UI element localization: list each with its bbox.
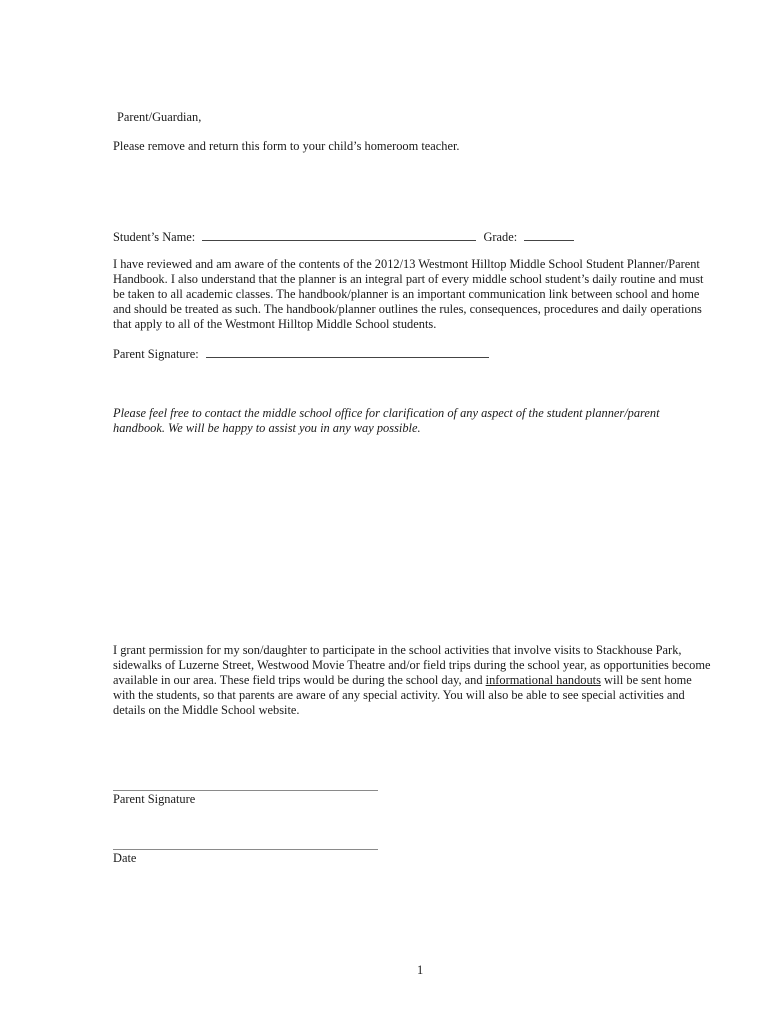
permission-text: available in our area. These field trips would be during the school day, and (113, 673, 486, 687)
permission-line: sidewalks of Luzerne Street, Westwood Movie Theatre and/or field trips during the school year, as opportunities become (113, 658, 711, 672)
permission-text: will be sent home (600, 673, 692, 687)
parent-signature-field[interactable] (206, 346, 489, 358)
acknowledgement-paragraph (113, 257, 703, 332)
page-number: 1 (417, 963, 424, 977)
salutation: Parent/Guardian, (117, 110, 202, 124)
contact-note-line: handbook. We will be happy to assist you in any way possible. (113, 421, 421, 435)
date-line[interactable] (113, 849, 378, 850)
acknowledgement-line: Handbook. I also understand that the planner is an integral part of every middle school student’s daily routine and must (113, 272, 704, 286)
permission-line: with the students, so that parents are aware of any special activity. You will also be able to see special activities and (113, 688, 685, 702)
permission-line: details on the Middle School website. (113, 703, 300, 717)
contact-note (113, 406, 660, 436)
permission-line: I grant permission for my son/daughter to participate in the school activities that involve visits to Stackhouse Park, (113, 643, 682, 657)
grade-label: Grade: (483, 230, 518, 244)
permission-paragraph (113, 643, 710, 718)
date-caption: Date (113, 851, 137, 865)
parent-signature-caption: Parent Signature (113, 792, 196, 806)
return-instruction: Please remove and return this form to your child’s homeroom teacher. (113, 139, 460, 153)
student-name-field[interactable] (202, 229, 476, 241)
grade-field[interactable] (524, 229, 574, 241)
student-info-row (113, 229, 574, 245)
acknowledgement-line: I have reviewed and am aware of the contents of the 2012/13 Westmont Hilltop Middle School Student Planner/Parent (113, 257, 700, 271)
parent-signature-label: Parent Signature: (113, 347, 199, 361)
contact-note-line: Please feel free to contact the middle school office for clarification of any aspect of the student planner/parent (113, 406, 660, 420)
permission-line (113, 673, 710, 688)
acknowledgement-line: be taken to all academic classes. The handbook/planner is an important communication link between school and home (113, 287, 700, 301)
parent-signature-line[interactable] (113, 790, 378, 791)
student-name-label: Student’s Name: (113, 230, 196, 244)
acknowledgement-line: and should be treated as such. The handbook/planner outlines the rules, consequences, procedures and daily operations (113, 302, 702, 316)
acknowledgement-line: that apply to all of the Westmont Hilltop Middle School students. (113, 317, 437, 331)
parent-signature-row-1 (113, 346, 489, 362)
informational-handouts-link: informational handouts (485, 673, 601, 687)
